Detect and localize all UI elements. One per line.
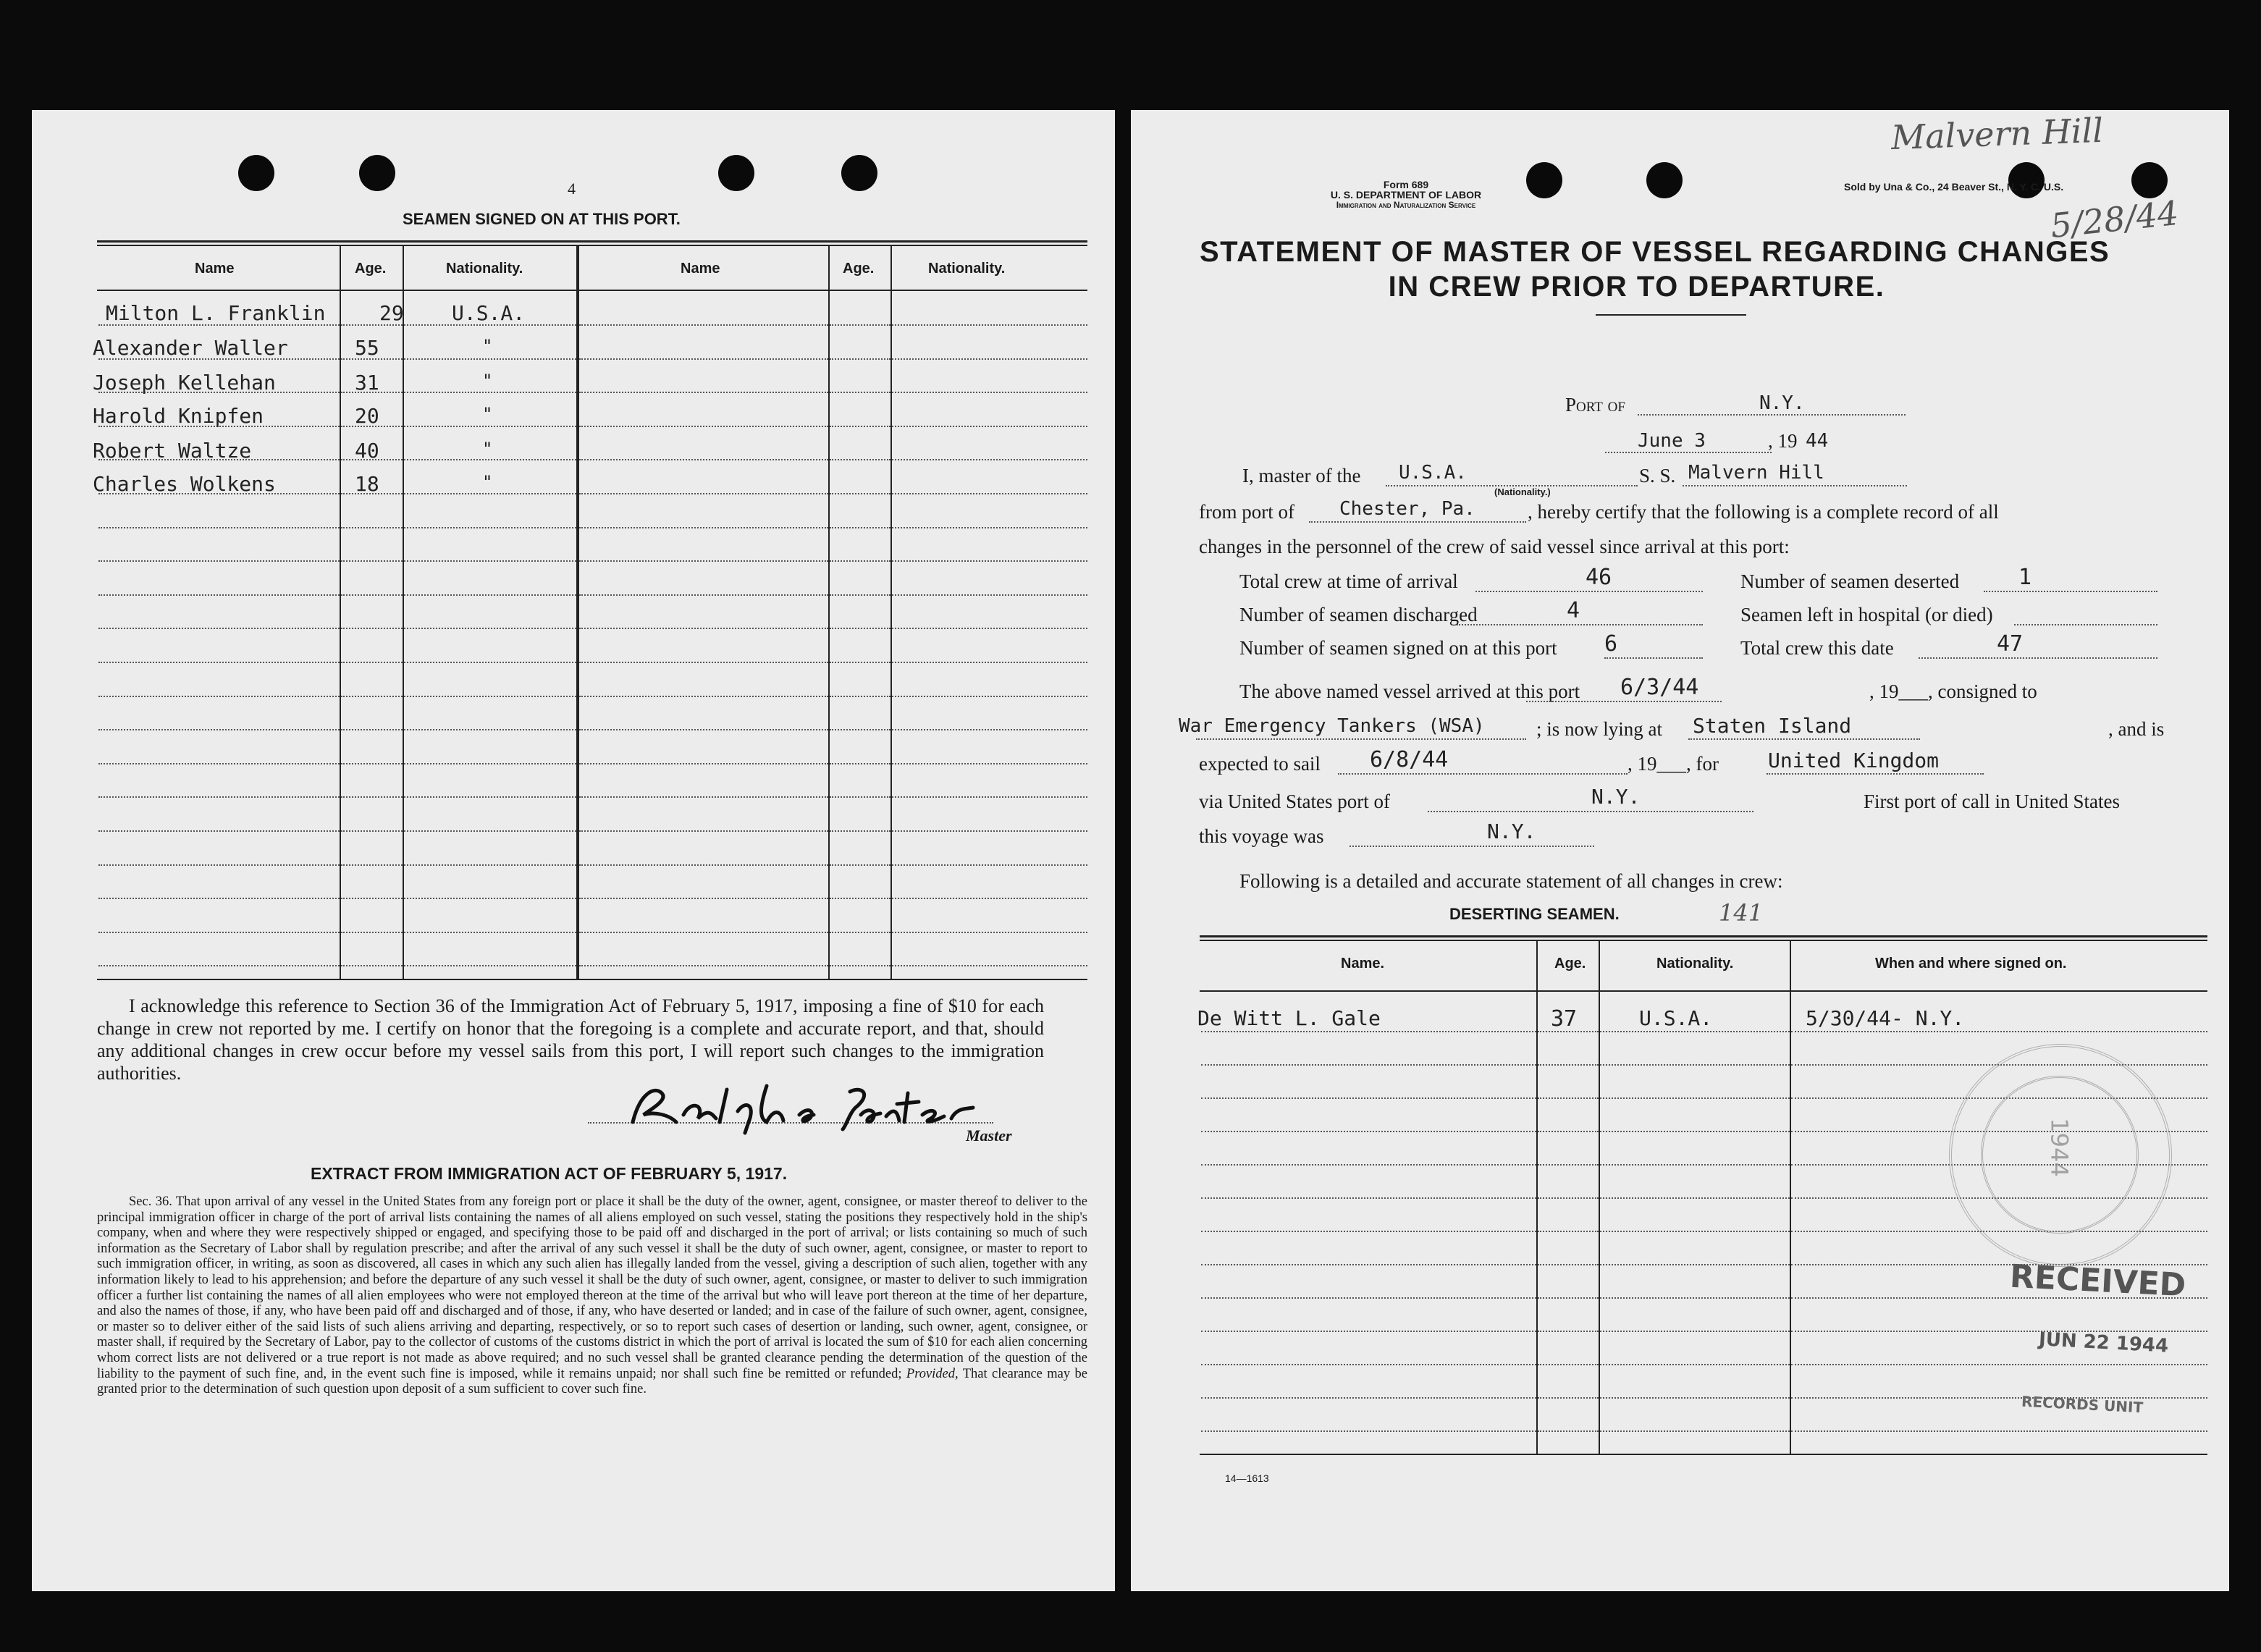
col-header-age: Age.: [355, 261, 387, 277]
voyage-label: this voyage was: [1199, 825, 1324, 847]
row-rule: [1201, 1297, 1536, 1299]
row-rule: [579, 796, 828, 798]
form-number: Form 689: [1383, 179, 1429, 190]
deserting-col-signed-on: When and where signed on.: [1875, 956, 2067, 972]
ship-label: S. S.: [1639, 465, 1676, 486]
first-port-label: First port of call in United States: [1864, 791, 2120, 812]
seaman-age: 29: [379, 301, 404, 325]
row-rule: [1600, 1131, 1790, 1132]
row-rule: [892, 830, 1087, 832]
row-rule: [892, 662, 1087, 663]
seaman-nationality: U.S.A.: [452, 301, 526, 325]
deserter-name: De Witt L. Gale: [1197, 1006, 1381, 1030]
row-rule: [892, 358, 1087, 360]
row-rule: [830, 830, 890, 832]
row-rule: [341, 560, 403, 562]
row-rule: [1538, 1364, 1599, 1365]
row-rule: [341, 628, 403, 629]
extract-text: Sec. 36. That upon arrival of any vessel in the United States from any foreign port or place it shall be the duty of the owner, agent, consignee, or master thereof to deliver to the principal immigration officer in charge of the port of arrival lists containing the names of all aliens employed on such vessel, stating the positions they respectively hold in the ship's company, when and where they were respectively shipped or engaged, and specifying those to be paid off and discharged in the port of arrival; or lists containing so much of such information as the Secretary of Labor shall by regulation prescribe; and after the arrival of any such vessel it shall be the duty of such owner, agent, consignee, or master to report to such immigration officer, in writing, as soon as discovered, all cases in which any such alien has illegally landed from the vessel, giving a description of such alien, together with any information likely to lead to his apprehension; and before the departure of any such vessel it shall be the duty of such owner, agent, consignee, or master to deliver to such immigration officer a further list containing the names of all alien employees who were not employed thereon at the time of the arrival but who will leave port thereon at the time of her departure, and also the names of those, if any, who have been paid off and discharged and of those, if any, who have deserted or landed; and in case of the failure of such owner, agent, consignee, or master so to deliver either of the said lists of such aliens arriving and departing, respectively, or so to report such cases of desertion or landing, such owner, agent, consignee, or master shall, if required by the Secretary of Labor, pay to the collector of customs of the customs district in which the port of arrival is located the sum of $10 for each alien concerning whom correct lists are not delivered or a true report is not made as above required; and no such vessel shall be granted clearance pending the determination of the question of the liability to the payment of such fine, and, in the event such fine is imposed, while it remains unpaid; nor shall such fine be remitted or refunded;: [97, 1194, 1087, 1381]
deserting-col-name: Name.: [1341, 956, 1385, 972]
master-label: I, master of the: [1242, 465, 1361, 486]
row-rule: [579, 324, 828, 326]
row-rule: [1600, 1264, 1790, 1265]
row-rule: [830, 594, 890, 596]
col-header-nationality: Nationality.: [446, 261, 523, 277]
row-rule: [830, 358, 890, 360]
via-value: N.Y.: [1591, 785, 1641, 809]
row-rule: [830, 493, 890, 494]
seaman-name: Milton L. Franklin: [106, 301, 326, 325]
row-rule: [830, 426, 890, 427]
row-rule: [1538, 1397, 1599, 1399]
row-rule: [1201, 1430, 1536, 1432]
row-rule: [98, 696, 340, 697]
row-rule: [892, 527, 1087, 528]
nationality-value: U.S.A.: [1399, 462, 1467, 484]
row-rule: [1600, 1097, 1790, 1099]
row-rule: [1201, 1064, 1536, 1066]
seaman-age: 40: [355, 439, 379, 463]
following-text: Following is a detailed and accurate statement of all changes in crew:: [1239, 870, 1783, 892]
punch-hole: [359, 155, 395, 191]
row-rule: [404, 965, 576, 966]
right-page: [1131, 110, 2229, 1591]
row-rule: [579, 392, 828, 393]
extract-proviso-text: That clearance may be granted prior to the determination of such question upon deposit of a sum sufficient to cover such fine.: [97, 1366, 1087, 1397]
extract-proviso-label: Provided,: [906, 1366, 959, 1381]
row-rule: [579, 662, 828, 663]
service: Immigration and Naturalization Service: [1336, 200, 1476, 210]
row-rule: [579, 729, 828, 730]
deserting-col-age: Age.: [1554, 956, 1586, 972]
row-rule: [579, 426, 828, 427]
row-rule: [1201, 1331, 1536, 1332]
row-rule: [404, 493, 576, 494]
row-rule: [1791, 1430, 2207, 1432]
seaman-name: Robert Waltze: [93, 439, 252, 463]
row-rule: [579, 459, 828, 460]
received-stamp: RECEIVED: [2008, 1257, 2187, 1305]
row-rule: [404, 898, 576, 899]
row-rule: [1791, 1031, 2207, 1032]
row-rule: [1201, 1097, 1536, 1099]
seaman-name: Joseph Kellehan: [93, 371, 276, 395]
row-rule: [98, 965, 340, 966]
col-header-name: Name: [195, 261, 235, 277]
row-rule: [341, 932, 403, 933]
row-rule: [404, 796, 576, 798]
row-rule: [98, 932, 340, 933]
row-rule: [341, 830, 403, 832]
deserted-label: Number of seamen deserted: [1740, 570, 1960, 592]
extract-body: [97, 1194, 1087, 1398]
row-rule: [830, 729, 890, 730]
row-rule: [1600, 1197, 1790, 1199]
acknowledgement-text: I acknowledge this reference to Section 36 of the Immigration Act of February 5, 1917, imposing a fine of $10 for each change in crew not reported by me. I certify on honor that the foregoing is a complete and accurate report, and that, should any additional changes in crew occur before my vessel sails from this port, I will report such changes to the immigration authorities.: [97, 995, 1044, 1084]
handwritten-date: 5/28/44: [2048, 193, 2181, 246]
row-rule: [341, 729, 403, 730]
consigned-text: , 19___, consigned to: [1869, 680, 2037, 702]
row-rule: [341, 965, 403, 966]
deserter-nationality: U.S.A.: [1639, 1006, 1713, 1030]
row-rule: [830, 864, 890, 866]
signature-role: Master: [966, 1126, 1012, 1145]
round-stamp: [1949, 1044, 2172, 1267]
deserter-age: 37: [1551, 1006, 1578, 1032]
and-is: , and is: [2108, 718, 2165, 740]
row-rule: [98, 527, 340, 528]
row-rule: [830, 898, 890, 899]
punch-hole: [238, 155, 274, 191]
form-header: [1297, 180, 1515, 210]
footer-code: 14—1613: [1225, 1472, 1269, 1484]
row-rule: [404, 594, 576, 596]
col-header-name-2: Name: [681, 261, 720, 277]
row-rule: [579, 830, 828, 832]
row-rule: [1600, 1031, 1790, 1032]
row-rule: [404, 426, 576, 427]
date-value: June 3: [1638, 430, 1706, 452]
deserter-signed-on: 5/30/44- N.Y.: [1806, 1006, 1965, 1030]
deserting-note: 141: [1719, 899, 1764, 927]
arrived-label: The above named vessel arrived at this port: [1239, 680, 1580, 702]
row-rule: [579, 965, 828, 966]
row-rule: [1201, 1164, 1536, 1166]
for-text: , 19___, for: [1628, 753, 1719, 775]
row-rule: [1791, 1397, 2207, 1399]
row-rule: [892, 898, 1087, 899]
row-rule: [830, 965, 890, 966]
seaman-age: 20: [355, 404, 379, 428]
row-rule: [830, 628, 890, 629]
row-rule: [830, 527, 890, 528]
row-rule: [892, 459, 1087, 460]
row-rule: [1201, 1197, 1536, 1199]
row-rule: [98, 594, 340, 596]
row-rule: [579, 493, 828, 494]
seaman-name: Charles Wolkens: [93, 472, 276, 496]
row-rule: [830, 392, 890, 393]
row-rule: [404, 662, 576, 663]
row-rule: [1600, 1364, 1790, 1365]
row-rule: [892, 932, 1087, 933]
row-rule: [1600, 1164, 1790, 1166]
row-rule: [98, 898, 340, 899]
discharged-label: Number of seamen discharged: [1239, 604, 1478, 625]
row-rule: [1600, 1331, 1790, 1332]
round-stamp-year: 1944: [2045, 1118, 2073, 1177]
row-rule: [341, 527, 403, 528]
row-rule: [341, 796, 403, 798]
row-rule: [98, 560, 340, 562]
row-rule: [892, 796, 1087, 798]
row-rule: [892, 560, 1087, 562]
received-stamp-date: JUN 22 1944: [2038, 1328, 2169, 1357]
row-rule: [830, 459, 890, 460]
seaman-nationality: ": [482, 404, 493, 424]
row-rule: [579, 864, 828, 866]
certify-text: , hereby certify that the following is a complete record of all: [1528, 501, 1999, 523]
row-rule: [1791, 1364, 2207, 1365]
deserting-col-nationality: Nationality.: [1656, 956, 1734, 972]
nationality-caption: (Nationality.): [1494, 486, 1551, 497]
row-rule: [404, 729, 576, 730]
seaman-nationality: ": [482, 439, 493, 459]
row-rule: [579, 358, 828, 360]
seaman-age: 55: [355, 336, 379, 360]
col-header-age-2: Age.: [843, 261, 875, 277]
arrived-value: 6/3/44: [1620, 675, 1699, 700]
section-title: SEAMEN SIGNED ON AT THIS PORT.: [403, 210, 681, 228]
row-rule: [579, 696, 828, 697]
row-rule: [892, 594, 1087, 596]
row-rule: [404, 696, 576, 697]
row-rule: [404, 358, 576, 360]
seaman-age: 18: [355, 472, 379, 496]
signed-on-label: Number of seamen signed on at this port: [1239, 637, 1557, 659]
sail-value: 6/8/44: [1370, 747, 1449, 772]
department: U. S. DEPARTMENT OF LABOR: [1330, 189, 1482, 201]
row-rule: [98, 796, 340, 798]
port-value: N.Y.: [1759, 392, 1805, 414]
row-rule: [1201, 1231, 1536, 1232]
total-arrival-value: 46: [1586, 565, 1612, 590]
total-date-value: 47: [1997, 631, 2024, 657]
row-rule: [341, 763, 403, 764]
row-rule: [1538, 1131, 1599, 1132]
row-rule: [341, 864, 403, 866]
row-rule: [1600, 1297, 1790, 1299]
seller-note: Sold by Una & Co., 24 Beaver St., N. Y. C. U.S.: [1844, 181, 2064, 193]
row-rule: [579, 527, 828, 528]
from-port-value: Chester, Pa.: [1339, 498, 1475, 520]
row-rule: [1201, 1364, 1536, 1365]
row-rule: [579, 560, 828, 562]
row-rule: [98, 628, 340, 629]
ship-value: Malvern Hill: [1688, 462, 1824, 484]
row-rule: [1201, 1131, 1536, 1132]
row-rule: [404, 932, 576, 933]
row-rule: [579, 628, 828, 629]
row-rule: [341, 662, 403, 663]
seaman-age: 31: [355, 371, 379, 395]
row-rule: [1538, 1164, 1599, 1166]
row-rule: [892, 763, 1087, 764]
hospital-label: Seamen left in hospital (or died): [1740, 604, 1993, 625]
row-rule: [579, 898, 828, 899]
port-label: Port of: [1565, 394, 1625, 416]
row-rule: [404, 459, 576, 460]
lying-label: ; is now lying at: [1536, 718, 1662, 740]
extract-title: EXTRACT FROM IMMIGRATION ACT OF FEBRUARY 5, 1917.: [311, 1164, 788, 1183]
punch-hole: [718, 155, 754, 191]
records-unit-stamp: RECORDS UNIT: [2021, 1392, 2144, 1417]
row-rule: [98, 729, 340, 730]
row-rule: [830, 324, 890, 326]
row-rule: [1600, 1231, 1790, 1232]
sail-label: expected to sail: [1199, 753, 1321, 775]
row-rule: [830, 763, 890, 764]
row-rule: [1538, 1264, 1599, 1265]
col-header-nationality-2: Nationality.: [928, 261, 1006, 277]
row-rule: [1791, 1331, 2207, 1332]
row-rule: [341, 898, 403, 899]
row-rule: [1538, 1197, 1599, 1199]
form-title-line-1: STATEMENT OF MASTER OF VESSEL REGARDING CHANGES: [1200, 236, 2110, 268]
punch-hole: [841, 155, 877, 191]
row-rule: [98, 864, 340, 866]
row-rule: [830, 662, 890, 663]
deserting-title: DESERTING SEAMEN.: [1449, 905, 1620, 923]
seaman-name: Harold Knipfen: [93, 404, 264, 428]
punch-hole: [2131, 162, 2168, 198]
seaman-nationality: ": [482, 336, 493, 356]
form-title-line-2: IN CREW PRIOR TO DEPARTURE.: [1388, 271, 1885, 303]
row-rule: [341, 594, 403, 596]
year-prefix: , 19: [1768, 430, 1798, 452]
lying-value: Staten Island: [1693, 714, 1852, 738]
master-signature: [611, 1071, 1016, 1137]
punch-hole: [1646, 162, 1683, 198]
row-rule: [1538, 1297, 1599, 1299]
seaman-nationality: ": [482, 472, 493, 492]
row-rule: [404, 864, 576, 866]
row-rule: [892, 965, 1087, 966]
signed-on-value: 6: [1604, 631, 1618, 657]
punch-hole: [2008, 162, 2045, 198]
row-rule: [830, 796, 890, 798]
consignee-value: War Emergency Tankers (WSA): [1179, 715, 1485, 737]
row-rule: [1600, 1064, 1790, 1066]
row-rule: [98, 763, 340, 764]
row-rule: [404, 560, 576, 562]
row-rule: [98, 662, 340, 663]
row-rule: [404, 830, 576, 832]
row-rule: [579, 763, 828, 764]
row-rule: [1201, 1264, 1536, 1265]
row-rule: [404, 628, 576, 629]
row-rule: [98, 830, 340, 832]
row-rule: [1600, 1430, 1790, 1432]
row-rule: [892, 864, 1087, 866]
seaman-nationality: ": [482, 371, 493, 391]
total-date-label: Total crew this date: [1740, 637, 1894, 659]
row-rule: [404, 763, 576, 764]
row-rule: [1538, 1430, 1599, 1432]
handwritten-ship-name: Malvern Hill: [1890, 110, 2104, 158]
row-rule: [892, 696, 1087, 697]
changes-text: changes in the personnel of the crew of said vessel since arrival at this port:: [1199, 536, 1790, 557]
seaman-name: Alexander Waller: [93, 336, 288, 360]
row-rule: [1600, 1397, 1790, 1399]
row-rule: [830, 696, 890, 697]
page-number: 4: [568, 180, 576, 198]
row-rule: [1538, 1064, 1599, 1066]
discharged-value: 4: [1567, 598, 1580, 623]
row-rule: [404, 527, 576, 528]
via-label: via United States port of: [1199, 791, 1390, 812]
row-rule: [404, 392, 576, 393]
row-rule: [1538, 1331, 1599, 1332]
row-rule: [830, 932, 890, 933]
from-port-label: from port of: [1199, 501, 1294, 523]
voyage-value: N.Y.: [1487, 819, 1536, 843]
punch-hole: [1526, 162, 1562, 198]
row-rule: [1201, 1397, 1536, 1399]
row-rule: [892, 628, 1087, 629]
row-rule: [1201, 1031, 1536, 1032]
row-rule: [1538, 1231, 1599, 1232]
row-rule: [892, 324, 1087, 326]
left-page: [32, 110, 1115, 1591]
row-rule: [892, 729, 1087, 730]
row-rule: [341, 696, 403, 697]
row-rule: [579, 594, 828, 596]
total-arrival-label: Total crew at time of arrival: [1239, 570, 1458, 592]
row-rule: [579, 932, 828, 933]
row-rule: [892, 493, 1087, 494]
row-rule: [892, 426, 1087, 427]
year-value: 44: [1806, 430, 1829, 452]
row-rule: [1538, 1097, 1599, 1099]
row-rule: [830, 560, 890, 562]
destination-value: United Kingdom: [1768, 749, 1940, 772]
row-rule: [892, 392, 1087, 393]
deserted-value: 1: [2018, 565, 2032, 590]
